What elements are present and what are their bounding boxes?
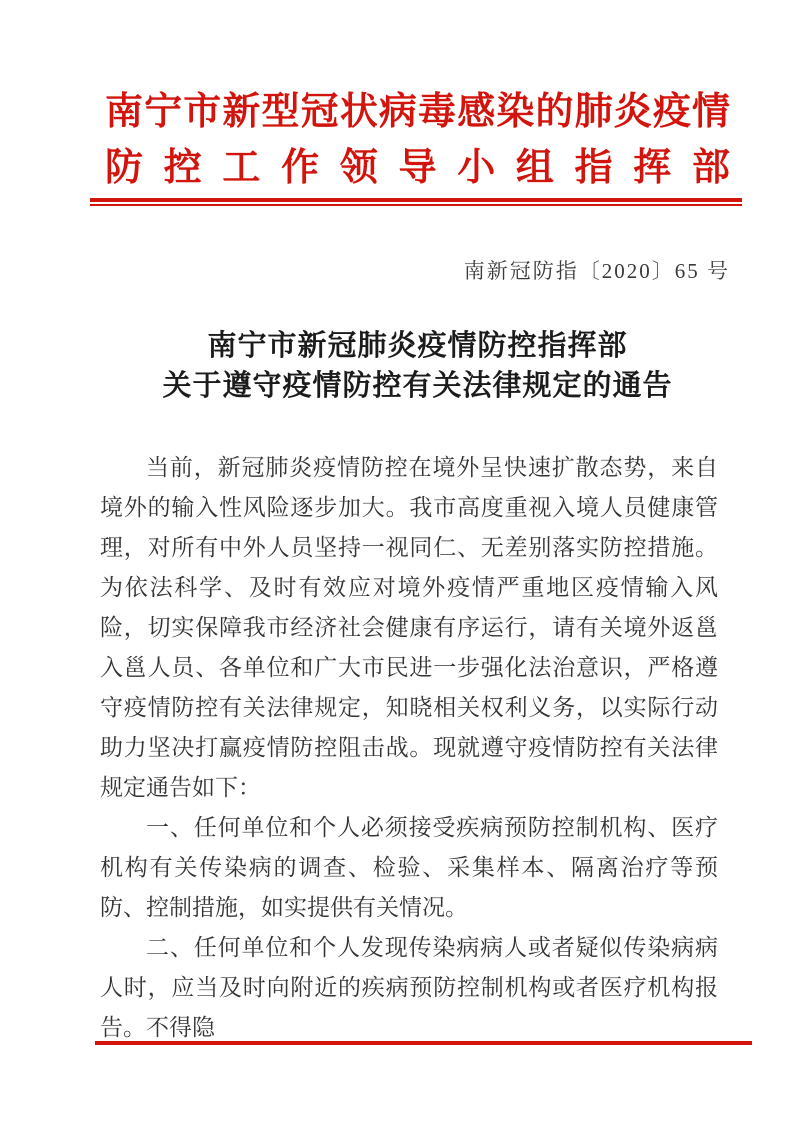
- letterhead-line2: 防控工作领导小组指挥部: [105, 147, 730, 189]
- body-paragraph-3: 二、任何单位和个人发现传染病病人或者疑似传染病病人时，应当及时向附近的疾病预防控制机构或者医疗机构报告。不得隐: [100, 935, 718, 1040]
- body-paragraph-2: 一、任何单位和个人必须接受疾病预防控制机构、医疗机构有关传染病的调查、检验、采集样本、隔离治疗等预防、控制措施，如实提供有关情况。: [100, 815, 718, 920]
- letterhead: [105, 84, 730, 196]
- document-body: [100, 448, 718, 1048]
- header-rule-thin: [90, 204, 742, 206]
- document-number: 南新冠防指〔2020〕65 号: [463, 259, 730, 283]
- body-paragraph-1: 当前，新冠肺炎疫情防控在境外呈快速扩散态势，来自境外的输入性风险逐步加大。我市高度重视入境人员健康管理，对所有中外人员坚持一视同仁、无差别落实防控措施。为依法科学、及时有效应对境外疫情严重地区疫情输入风险，切实保障我市经济社会健康有序运行，请有关境外返邕入邕人员、各单位和广大市民进一步强化法治意识，严格遵守疫情防控有关法律规定，知晓相关权利义务，以实际行动助力坚决打赢疫情防控阻击战。现就遵守疫情防控有关法律规定通告如下：: [100, 455, 718, 800]
- document-title: [105, 326, 730, 406]
- title-line1: 南宁市新冠肺炎疫情防控指挥部: [207, 330, 628, 362]
- letterhead-line1: 南宁市新型冠状病毒感染的肺炎疫情: [105, 91, 730, 133]
- footer-rule: [95, 1041, 752, 1045]
- header-rule-thick: [90, 198, 742, 202]
- title-line2: 关于遵守疫情防控有关法律规定的通告: [162, 370, 673, 402]
